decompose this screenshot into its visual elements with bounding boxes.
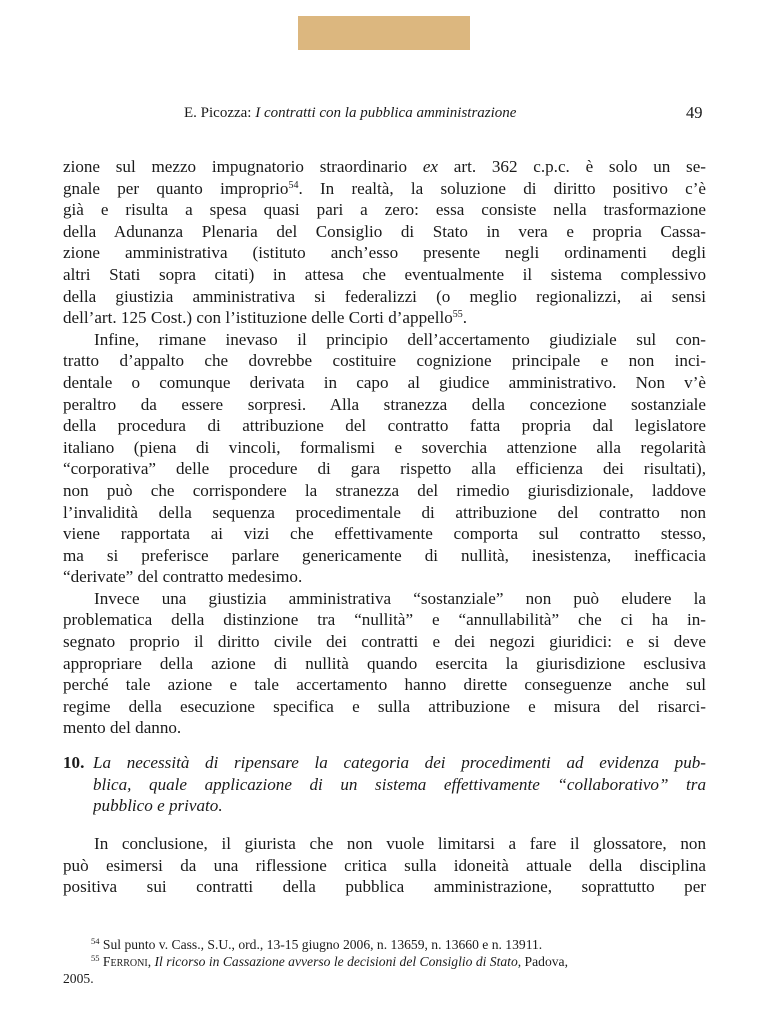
footnote-55: $^{55}$ Ferroni, Il ricorso in Cassazione avverso le decisioni del Consiglio di Stato, Padova,: [91, 953, 568, 969]
section-heading: [63, 752, 706, 817]
closing-text: [63, 833, 706, 898]
header-author: E. Picozza:: [184, 105, 252, 121]
text-line: non può che corrispondere la stranezza del rimedio giurisdizionale, laddove: [63, 480, 706, 500]
footnote-54: $^{54}$ Sul punto v. Cass., S.U., ord., 13-15 giugno 2006, n. 13659, n. 13660 e n. 13911.: [91, 936, 543, 952]
text-line: zione sul mezzo impugnatorio straordinario ex art. 362 c.p.c. è solo un se-: [63, 157, 706, 176]
text-line: viene rapportata ai vizi che effettivamente comporta sul contratto stesso,: [63, 524, 706, 544]
text-line: dell’art. 125 Cost.) con l’istituzione delle Corti d’appello$^{55}$.: [63, 308, 468, 328]
text-line: zione amministrativa (istituto anch’esso presente negli ordinamenti degli: [63, 243, 706, 263]
text-line: perché tale azione e tale accertamento hanno dirette conseguenze anche sul: [63, 675, 706, 695]
text-line: mento del danno.: [63, 718, 182, 738]
text-line: “derivate” del contratto medesimo.: [63, 567, 303, 587]
text-line: dentale o comunque derivata in capo al giudice amministrativo. Non v’è: [63, 372, 706, 392]
footnote-title: Il ricorso in Cassazione avverso le decisioni del Consiglio di Stato: [154, 954, 518, 969]
header-title: I contratti con la pubblica amministrazione: [255, 105, 517, 121]
footnote-author: Ferroni: [102, 954, 148, 969]
text-line: appropriare della azione di nullità quando esercita la giurisdizione esclusiva: [63, 653, 706, 673]
text-line: della procedura di attribuzione del contratto fatta propria dal legislatore: [63, 416, 706, 436]
text-line: peraltro da essere sorpresi. Alla stranezza della concezione sostanziale: [63, 394, 706, 414]
text-line: “corporativa” delle procedure di gara rispetto alla efficienza dei risultati),: [63, 459, 706, 479]
section-title: [93, 752, 706, 817]
text-line: altri Stati sopra citati) in attesa che eventualmente il sistema complessivo: [63, 264, 706, 284]
section-title-line: La necessità di ripensare la categoria dei procedimenti ad evidenza pub-: [93, 753, 706, 772]
footnotes: [63, 936, 706, 987]
text-line: regime della esecuzione specifica e sulla attribuzione e misura del risarci-: [63, 696, 706, 716]
header-color-tab: [298, 16, 470, 50]
text-line: In conclusione, il giurista che non vuole limitarsi a fare il glossatore, non: [94, 834, 706, 853]
text-line: Infine, rimane inevaso il principio dell’accertamento giudiziale sul con-: [94, 329, 706, 349]
running-title: [184, 105, 516, 122]
text-line: italiano (piena di vincoli, formalismi e soverchia attenzione alla regolarità: [63, 437, 706, 457]
text-line: della Adunanza Plenaria del Consiglio di Stato in vera e propria Cassa-: [63, 221, 706, 241]
text-line: segnato proprio il diritto civile dei contratti e dei negozi giuridici: e si deve: [63, 632, 706, 652]
text-line: ma si preferisce parlare genericamente di nullità, inesistenza, inefficacia: [63, 545, 706, 565]
footnote-ref-54: 54: [288, 179, 299, 191]
text-line: della giustizia amministrativa si federalizzi (o meglio regionalizzi, ai sensi: [63, 286, 706, 306]
running-header: [0, 105, 768, 127]
page-number: 49: [686, 103, 703, 122]
footnote-ref-55: 55: [452, 309, 463, 321]
text-line: Invece una giustizia amministrativa “sostanziale” non può eludere la: [94, 588, 706, 608]
footnote-55-cont: 2005.: [63, 971, 94, 986]
text-line: l’invalidità della sequenza procedimentale di attribuzione del contratto non: [63, 502, 706, 522]
text-line: può esimersi da una riflessione critica sulla idoneità attuale della disciplina: [63, 855, 706, 875]
section-title-line: blica, quale applicazione di un sistema effettivamente “collaborativo” tra: [93, 774, 706, 794]
text-line: tratto d’appalto che dovrebbe costituire cognizione principale e non inci-: [63, 351, 706, 371]
text-line: problematica della distinzione tra “nullità” e “annullabilità” che ci ha in-: [63, 610, 706, 630]
text-line: gnale per quanto improprio$^{54}$. In realtà, la soluzione di diritto positivo c’è: [63, 178, 706, 198]
text-line: già e risulta a spesa quasi pari a zero: essa consiste nella trasformazione: [63, 200, 706, 220]
section-title-line: pubblico e privato.: [93, 796, 223, 816]
section-number: 10.: [63, 753, 85, 772]
text-line: positiva sui contratti della pubblica amministrazione, soprattutto per: [63, 877, 706, 897]
main-text: [63, 156, 706, 739]
